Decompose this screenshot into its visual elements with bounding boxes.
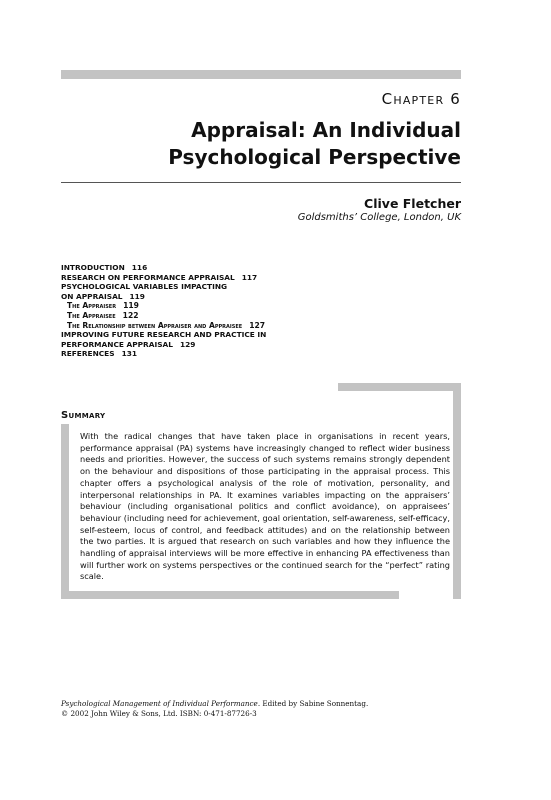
chapter-title-line-2: Psychological Perspective	[168, 145, 461, 169]
page-footer	[61, 699, 461, 719]
toc-entry-title: RESEARCH ON PERFORMANCE APPRAISAL	[61, 272, 235, 282]
toc-entry-page: 116	[131, 263, 148, 272]
toc-subentry	[61, 301, 391, 311]
footer-editor: . Edited by Sabine Sonnentag.	[257, 699, 369, 708]
chapter-title-line-1: Appraisal: An Individual	[191, 118, 461, 142]
footer-book-title: Psychological Management of Individual Performance	[61, 699, 258, 708]
title-divider	[61, 182, 461, 183]
table-of-contents	[61, 263, 391, 359]
toc-subentry	[61, 311, 391, 321]
toc-entry-page: 131	[121, 349, 137, 359]
toc-entry-title: ON APPRAISAL	[61, 291, 123, 301]
toc-entry-title: The Relationship between Appraiser and Appraisee	[67, 320, 243, 330]
footer-copyright: © 2002 John Wiley & Sons, Ltd. ISBN: 0-471-87726-3	[61, 709, 257, 718]
toc-entry	[61, 340, 391, 350]
toc-entry	[61, 263, 391, 273]
summary-body: With the radical changes that have taken place in organisations in recent years, performance appraisal (PA) systems have increasingly changed to reflect wider business needs and priorities. However, the success of such systems remains strongly dependent on the behaviour and dispositions of those participating in the appraisal process. This chapter offers a psychological analysis of the role of motivation, personality, and interpersonal relationships in PA. It examines variables impacting on the appraisers’ behaviour (including organisational politics and conflict avoidance), on appraisees’ behaviour (including need for achievement, goal orientation, self-awareness, self-efficacy, self-esteem, locus of control, and feedback attitudes) and on the relationship between the two parties. It is argued that research on such variables and how they influence the handling of appraisal interviews will be more effective in enhancing PA effectiveness than will further work on systems perspectives or the continued search for the “perfect” rating scale.	[80, 431, 450, 582]
footer-citation	[61, 699, 461, 709]
toc-entry-page: 119	[123, 301, 139, 311]
toc-entry	[61, 330, 391, 340]
author-name: Clive Fletcher	[364, 196, 461, 211]
toc-entry-page: 122	[122, 310, 139, 320]
toc-entry-title: The Appraisee	[67, 310, 116, 320]
toc-entry-title: The Appraiser	[67, 301, 117, 311]
toc-entry-title: INTRODUCTION	[61, 263, 125, 272]
toc-entry-page: 127	[249, 320, 266, 330]
toc-entry	[61, 273, 391, 283]
toc-entry-title: PERFORMANCE APPRAISAL	[61, 339, 173, 349]
toc-entry-title: IMPROVING FUTURE RESEARCH AND PRACTICE IN	[61, 330, 267, 340]
toc-entry	[61, 282, 391, 292]
toc-entry	[61, 349, 391, 359]
toc-subentry	[61, 321, 391, 331]
toc-entry-page: 129	[179, 339, 196, 349]
toc-entry-title: REFERENCES	[61, 349, 115, 359]
toc-entry	[61, 292, 391, 302]
summary-heading: Summary	[61, 410, 106, 421]
top-decorative-bar	[61, 70, 461, 79]
chapter-title	[81, 117, 461, 171]
author-affiliation: Goldsmiths’ College, London, UK	[297, 212, 461, 223]
toc-entry-page: 117	[241, 272, 258, 282]
toc-entry-title: PSYCHOLOGICAL VARIABLES IMPACTING	[61, 282, 228, 292]
toc-entry-page: 119	[129, 291, 145, 301]
chapter-number: Chapter 6	[381, 90, 461, 108]
